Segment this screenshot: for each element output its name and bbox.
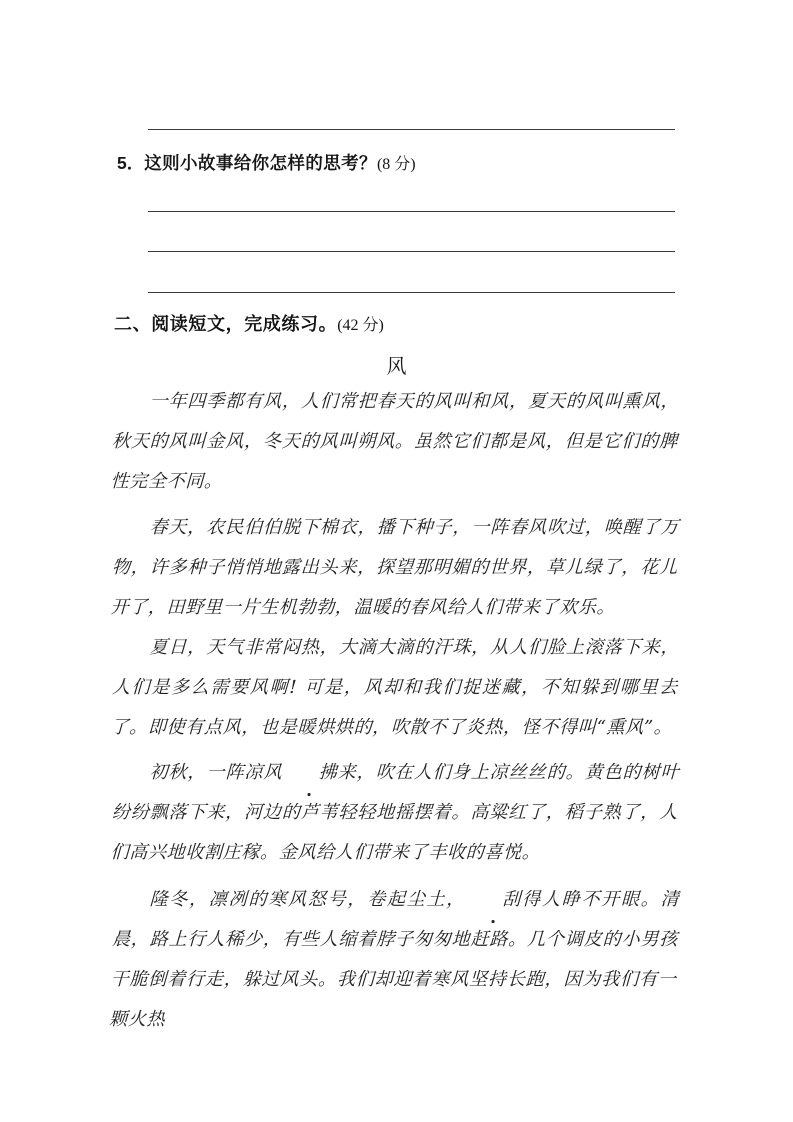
autumn-text-after: 来，吹在人们身上凉丝丝的。黄色的树叶纷纷飘落下来，河边的芦苇轻轻地摇摆着。高粱红了，稻子熟了，人们高兴地收割庄稼。金风给人们带来了丰收的喜悦。 <box>110 762 680 863</box>
question-marks: (8 分) <box>376 156 416 173</box>
autumn-text-before: 初秋，一阵凉风 <box>149 762 283 783</box>
section-heading-2 <box>114 310 384 336</box>
emphasis-dot-char: 刮 <box>465 880 521 920</box>
article-paragraph-spring: 春天，农民伯伯脱下棉衣，播下种子，一阵春风吹过，唤醒了万物，许多种子悄悄地露出头来，探望那明媚的世界，草儿绿了，花儿开了，田野里一片生机勃勃，温暖的春风给人们带来了欢乐。 <box>110 517 680 618</box>
winter-text-after: 得人睁不开眼。清晨，路上行人稀少，有些人缩着脖子匆匆地赶路。几个调皮的小男孩干脆倒着行走，躲过风头。我们却迎着寒风坚持长跑，因为我们有一颗火热 <box>108 889 680 1030</box>
emphasis-dot-char: 拂 <box>282 753 338 793</box>
question-number: 5． <box>117 153 145 173</box>
answer-line[interactable] <box>148 211 675 212</box>
article-paragraph-winter <box>108 880 680 1040</box>
article-paragraph-summer: 夏日，天气非常闷热，大滴大滴的汗珠，从人们脸上滚落下来，人们是多么需要风啊! 可是，风却和我们捉迷藏，不知躲到哪里去了。即使有点风，也是暖烘烘的，吹散不了炎热，怪不得叫“熏风”。 <box>110 637 680 738</box>
article-paragraph-intro: 一年四季都有风，人们常把春天的风叫和风，夏天的风叫熏风，秋天的风叫金风，冬天的风叫朔风。虽然它们都是风，但是它们的脾性完全不同。 <box>110 391 680 492</box>
answer-line[interactable] <box>148 129 675 130</box>
question-text: 这则小故事给你怎样的思考？ <box>144 153 377 173</box>
answer-line[interactable] <box>148 292 675 293</box>
article-paragraph-autumn <box>110 753 680 873</box>
article-title: 风 <box>386 354 407 378</box>
section-marks: (42 分) <box>337 317 384 334</box>
winter-text-before: 隆冬，凛冽的寒风怒号，卷起尘土， <box>149 889 467 910</box>
section-heading-text: 二、阅读短文，完成练习。 <box>114 314 338 334</box>
answer-line[interactable] <box>148 251 675 252</box>
question-5 <box>117 150 733 175</box>
